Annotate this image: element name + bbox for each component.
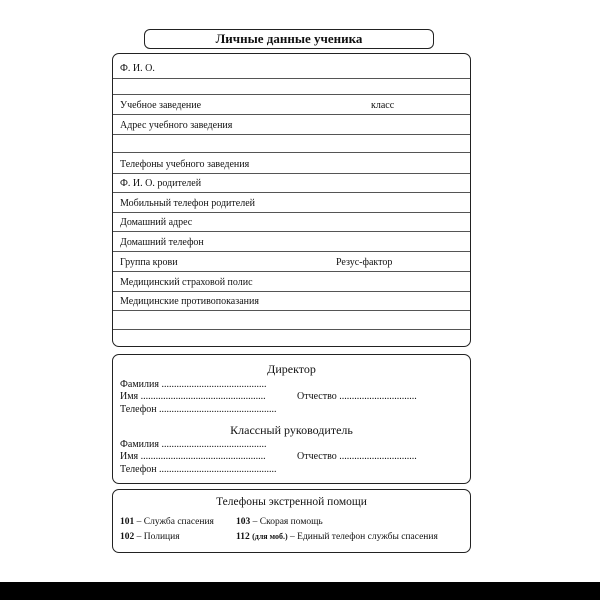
teacher-name-field[interactable]: Имя .................................................. [120, 451, 266, 462]
label-parents-fio: Ф. И. О. родителей [120, 178, 202, 189]
fio-line-2[interactable] [113, 94, 470, 95]
emergency-112-note: (для моб.) [252, 532, 288, 541]
label-grade: класс [371, 100, 395, 111]
emergency-101 [120, 516, 214, 528]
emergency-112-text: – Единый телефон службы спасения [290, 532, 438, 542]
director-patronymic-field[interactable]: Отчество ............................... [297, 391, 417, 402]
insurance-line[interactable] [113, 291, 470, 292]
emergency-112 [236, 531, 438, 543]
label-contraindications: Медицинские противопоказания [120, 296, 259, 307]
emergency-102-text: – Полиция [136, 532, 180, 542]
label-insurance: Медицинский страховой полис [120, 277, 253, 288]
teacher-surname-field[interactable]: Фамилия .......................................... [120, 439, 267, 450]
school-address-line[interactable] [113, 134, 470, 135]
home-address-line[interactable] [113, 231, 470, 232]
page-title: Личные данные ученика [144, 29, 434, 49]
contraindications-line-2[interactable] [113, 329, 470, 330]
school-line[interactable] [113, 114, 470, 115]
emergency-101-text: – Служба спасения [136, 517, 214, 527]
emergency-heading: Телефоны экстренной помощи [216, 496, 367, 508]
home-phone-line[interactable] [113, 251, 470, 252]
emergency-102-number: 102 [120, 532, 135, 542]
label-parents-mobile: Мобильный телефон родителей [120, 198, 255, 209]
label-home-address: Домашний адрес [120, 217, 193, 228]
page-bottom-edge [0, 582, 600, 600]
label-school-phones: Телефоны учебного заведения [120, 159, 250, 170]
blood-line[interactable] [113, 271, 470, 272]
director-surname-field[interactable]: Фамилия .......................................... [120, 379, 267, 390]
emergency-103 [236, 516, 323, 528]
label-fio: Ф. И. О. [120, 63, 155, 74]
parents-fio-line[interactable] [113, 192, 470, 193]
school-phones-line[interactable] [113, 173, 470, 174]
emergency-102 [120, 531, 180, 543]
emergency-112-number: 112 [236, 532, 250, 542]
emergency-103-number: 103 [236, 517, 251, 527]
emergency-103-text: – Скорая помощь [252, 517, 323, 527]
school-address-line-2[interactable] [113, 152, 470, 153]
director-heading: Директор [267, 362, 316, 376]
teacher-phone-field[interactable]: Телефон ............................................... [120, 464, 277, 475]
label-rh-factor: Резус-фактор [336, 257, 393, 268]
label-blood-group: Группа крови [120, 257, 178, 268]
director-name-field[interactable]: Имя .................................................. [120, 391, 266, 402]
parents-mobile-line[interactable] [113, 212, 470, 213]
fio-line[interactable] [113, 78, 470, 79]
staff-contacts [112, 354, 471, 484]
emergency-101-number: 101 [120, 517, 135, 527]
emergency-phones [112, 489, 471, 553]
label-school: Учебное заведение [120, 100, 202, 111]
teacher-patronymic-field[interactable]: Отчество ............................... [297, 451, 417, 462]
teacher-heading: Классный руководитель [230, 423, 353, 437]
director-phone-field[interactable]: Телефон ............................................... [120, 404, 277, 415]
label-home-phone: Домашний телефон [120, 237, 204, 248]
contraindications-line[interactable] [113, 310, 470, 311]
label-school-address: Адрес учебного заведения [120, 120, 233, 131]
personal-data-form [112, 53, 471, 347]
